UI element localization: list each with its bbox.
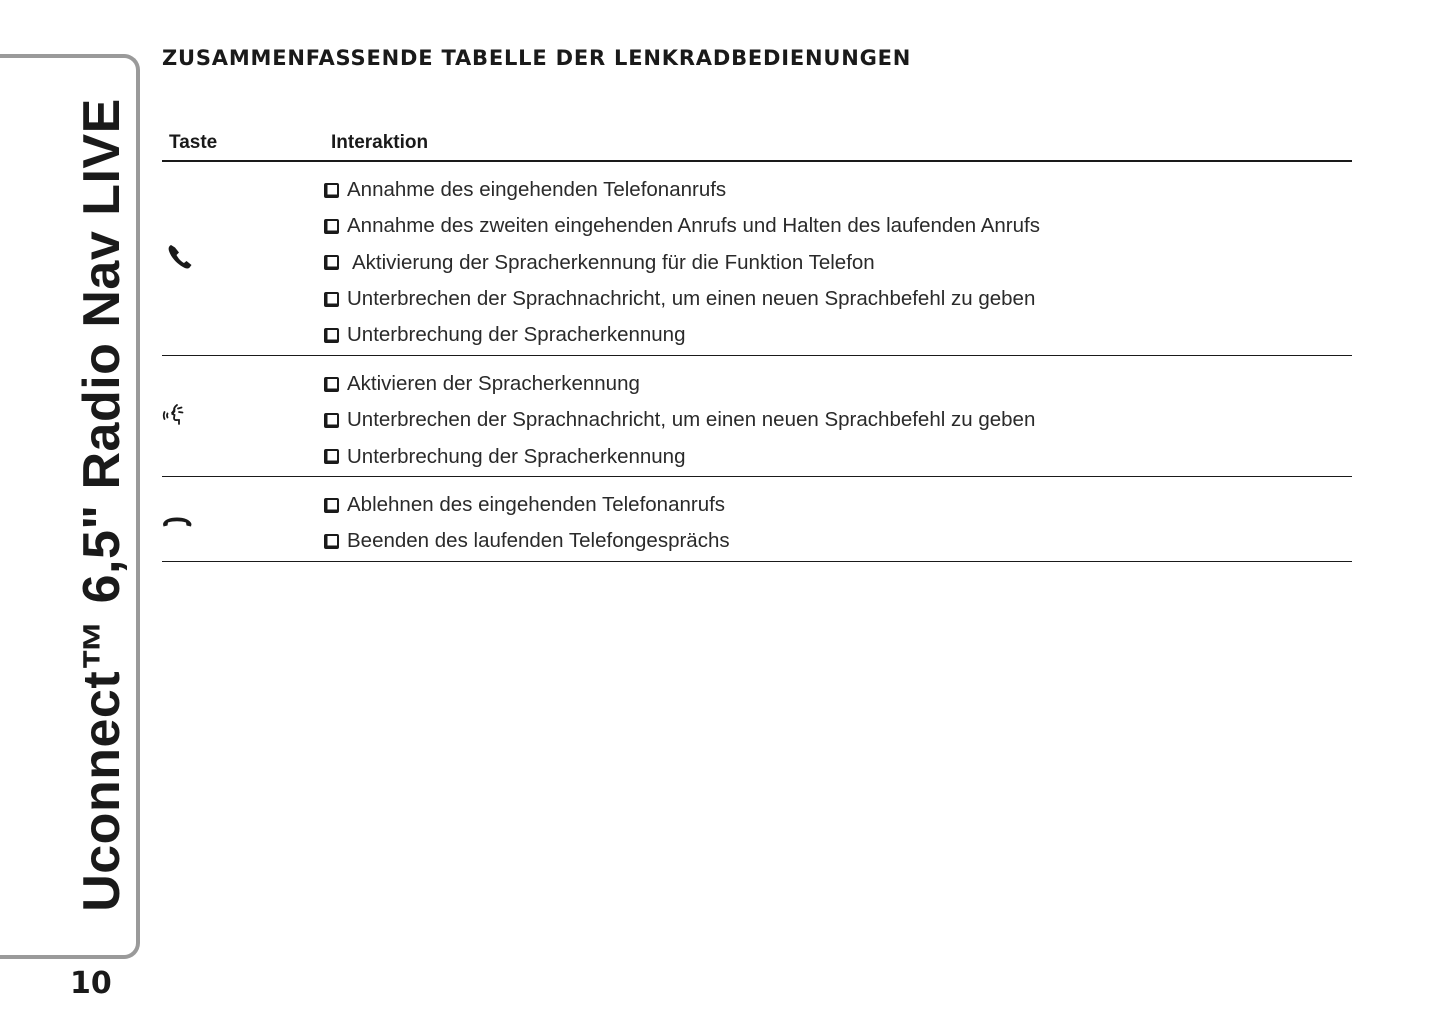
table-header xyxy=(162,120,1352,162)
checkbox-bullet-icon xyxy=(324,413,339,428)
voice-recognition-icon xyxy=(162,396,202,436)
checkbox-bullet-icon xyxy=(324,498,339,513)
checkbox-bullet-icon xyxy=(324,183,339,198)
list-item: Unterbrechen der Sprachnachricht, um einen neuen Sprachbefehl zu geben xyxy=(324,402,1035,438)
interaction-list xyxy=(324,172,1040,353)
checkbox-bullet-icon xyxy=(324,377,339,392)
table-row xyxy=(162,162,1352,356)
list-item: Annahme des zweiten eingehenden Anrufs und Halten des laufenden Anrufs xyxy=(324,208,1040,244)
table-row xyxy=(162,356,1352,477)
list-item: Aktivieren der Spracherkennung xyxy=(324,366,1035,402)
list-item: Annahme des eingehenden Telefonanrufs xyxy=(324,172,1040,208)
list-item: Unterbrechung der Spracherkennung xyxy=(324,317,1040,353)
steering-controls-table xyxy=(162,120,1352,562)
table-row xyxy=(162,477,1352,562)
chapter-title: Uconnect™ 6,5" Radio Nav LIVE xyxy=(73,98,131,912)
header-key: Taste xyxy=(169,132,218,153)
interaction-list xyxy=(324,366,1035,475)
checkbox-bullet-icon xyxy=(324,328,339,343)
list-item: Beenden des laufenden Telefongesprächs xyxy=(324,523,730,559)
list-item: Unterbrechung der Spracherkennung xyxy=(324,439,1035,475)
list-item: Aktivierung der Spracherkennung für die Funktion Telefon xyxy=(324,245,1040,281)
phone-answer-icon xyxy=(162,238,202,278)
interaction-list xyxy=(324,487,730,560)
list-item: Unterbrechen der Sprachnachricht, um einen neuen Sprachbefehl zu geben xyxy=(324,281,1040,317)
checkbox-bullet-icon xyxy=(324,255,339,270)
checkbox-bullet-icon xyxy=(324,292,339,307)
checkbox-bullet-icon xyxy=(324,219,339,234)
section-title: ZUSAMMENFASSENDE TABELLE DER LENKRADBEDIENUNGEN xyxy=(162,46,912,70)
header-interaction: Interaktion xyxy=(331,132,429,153)
page-number: 10 xyxy=(70,966,112,1001)
checkbox-bullet-icon xyxy=(324,449,339,464)
checkbox-bullet-icon xyxy=(324,534,339,549)
phone-hangup-icon xyxy=(162,503,202,543)
list-item: Ablehnen des eingehenden Telefonanrufs xyxy=(324,487,730,523)
